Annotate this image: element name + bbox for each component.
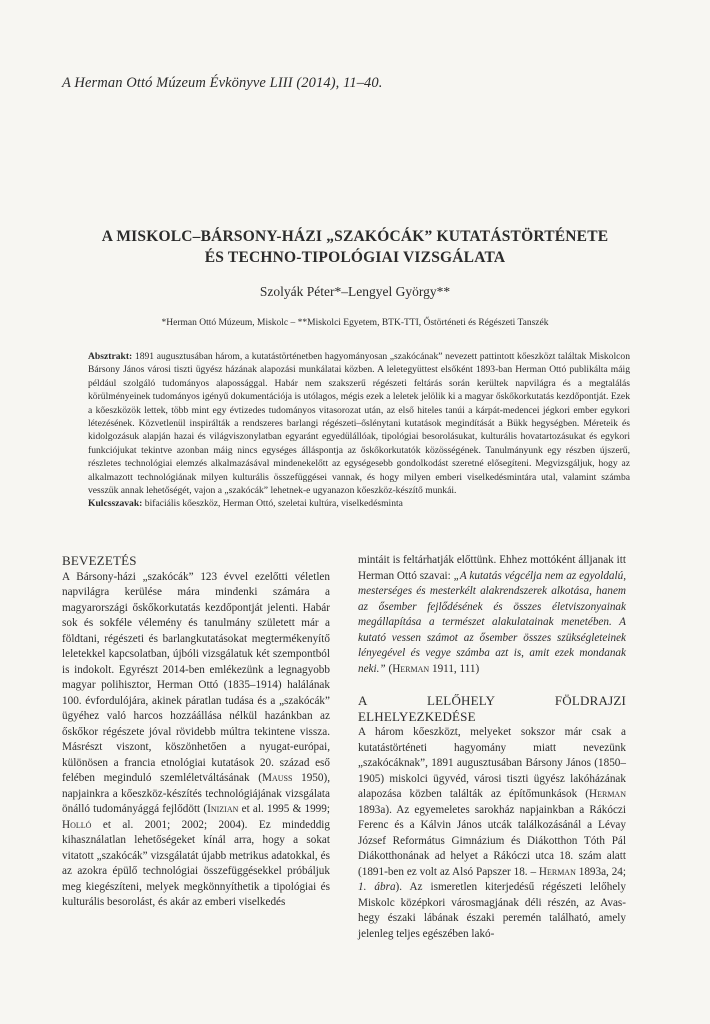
authors: Szolyák Péter*–Lengyel György** [259, 284, 451, 299]
abstract-text: 1891 augusztusában három, a kutatástörténetben hagyományosan „szakócának” nevezett pattintott kőeszközt találtak Miskolcon Bársony János városi tiszti ügyész házának alapozási munkálatai közben. A leletegyüttest elsőként 1893-ban Herman Ottó publikálta máig például szolgáló tudományos alapossággal. Habár nem szakszerű régészeti feltárás során kerültek napvilágra és a megtalálás körülményeinek tudományos igényű dokumentációja is utólagos, mégis ezek a leletek jelölik ki a magyar őskőkorkutatás kezdőpontját. Ezek a kőeszközök lettek, több mint egy évtizedes tudományos vitasorozat után, az első hiteles tanúi a kárpát-medencei jégkori ember egykori létezésének. Közvetlenül inspirálták a rendszeres barlangi régészeti–őslénytani kutatások megindítását a Bükk hegységben. Méreteik és kidolgozásuk alapján hazai és világviszonylatban egyaránt egyedülállóak, tipológiai besorolásukat, kulturális hovatartozásukat és egykori funkciójukat tekintve azonban máig nincs egységes álláspontja az őskőkorkutatók közösségének. Tanulmányunk egy részben újszerű, részletes technológiai elemzés alkalmazásával mindenekelőtt az egységesebb gondolkodást szeretné elősegíteni. Megvizsgáljuk, hogy az alkalmazott technológiának milyen kulturális összefüggései vannak, és hogy milyen emberi viselkedésmintára utal, valamint számba vesszük annak lehetőségét, vajon a „szakócák” lehetnek-e ugyanazon kőeszköz-készítő munkái. [88, 351, 630, 497]
citation: Mauss [262, 772, 293, 784]
location-paragraph: A három kőeszközt, melyeket sokszor már csak a kutatástörténeti hagyomány miatt nevezünk „szakócáknak”, 1891 augusztusában Bársony János (1850–1905) miskolci ügyvéd, városi tiszti ügyész lakóházának alapozása közben találták az építőmunkások (Herman 1893a). Az egyemeletes sarokház napjainkban a Rákóczi Ferenc és a Kálvin János utcák találkozásánál a Lévay József Református Gimnázium és Diákotthon Tóth Pál Diákotthonának ad helyet a Rákóczi utca 18. szám alatt (1891-ben ez volt az Alsó Papszer 18. – Herman 1893a, 24; 1. ábra). Az ismeretlen kiterjedésű régészeti lelőhely Miskolc középkori városmagjának déli részén, az Avas-hegy északi lábának északi peremén található, amely jelenleg teljes egészében lakó- [358, 726, 627, 940]
right-column [358, 553, 626, 942]
citation: Herman [392, 662, 430, 675]
citation: Herman [538, 865, 576, 878]
keywords-label: Kulcsszavak: [88, 498, 143, 510]
left-column [62, 553, 330, 911]
abstract-label: Absztrakt: [88, 351, 133, 362]
abstract [88, 350, 630, 511]
article-title [40, 226, 670, 268]
keywords-text: bifaciális kőeszköz, Herman Ottó, szeletai kultúra, viselkedésminta [144, 498, 403, 510]
title-line-2: ÉS TECHNO-TIPOLÓGIAI VIZSGÁLATA [204, 249, 506, 266]
motto-quote: „A kutatás végcélja nem az egyoldalú, mesterséges és mesterkélt alakrendszerek alkotása, hanem az ősember fejlődésének és összes életviszonyainak megállapítása a természet alakulatainak menetében. A kutató vessen számot az ősember összes szükségleteinek lényegével és vegye számba azt is, amit ezek mondanak neki.” [358, 569, 627, 675]
citation: Herman [589, 788, 626, 800]
motto-paragraph: mintáit is feltárhatják előttünk. Ehhez mottóként álljanak itt Herman Ottó szavai: „A kutatás végcélja nem az egyoldalú, mesterséges és mesterkélt alakrendszerek alkotása, hanem az ősember fejlődésének és összes életviszonyainak megállapítása a természet alakulatainak menetében. A kutató vessen számot az ősember összes szükségleteinek lényegével és vegye számba azt is, amit ezek mondanak neki.” (Herman 1911, 111) [358, 554, 627, 675]
citation: Holló [62, 818, 92, 831]
section-heading-introduction: BEVEZETÉS [62, 553, 137, 568]
figure-reference: 1. ábra [358, 881, 396, 893]
citation: Inizian [207, 803, 239, 815]
introduction-paragraph: A Bársony-házi „szakócák” 123 évvel ezelőtti véletlen napvilágra kerülése mára mindenki számára a magyarországi őskőkorkutatás kezdőpontját jelenti. Habár sok és sokféle vélemény és tanulmány született már a földtani, régészeti és barlangkutatásokat megtermékenyítő leletekkel kapcsolatban, újbóli vizsgálatuk két szempontból is indokolt. Egyrészt 2014-ben emlékezünk a legnagyobb magyar polihisztor, Herman Ottó (1835–1914) halálának 100. évfordulójára, akinek páratlan tudása és a „szakócák” ügyéhez való harcos hozzáállása nélkül hazánkban az őskőkor régészete jóval rövidebb múltra tekintene vissza. Másrészt viszont, köszönhetően a nyugat-európai, különösen a francia etnológiai kutatások 20. század eső felében meginduló szemléletváltásának (Mauss 1950), napjainkra a kőeszköz-készítés technológiájának vizsgálata önálló tudományággá fejlődött (Inizian et al. 1995 & 1999; Holló et al. 2001; 2002; 2004). Ez mindeddig kihasználatlan lehetőségeket kínál arra, hogy a sokat vitatott „szakócák” vizsgálatát újabb metrikus adatokkal, és az azokra épülő technológiai összefüggésekkel próbáljuk meg kiegészíteni, melyek megkönnyíthetik a tipológiai és kulturális besorolást, és akár az emberi viselkedés [62, 570, 331, 908]
title-line-1: A MISKOLC–BÁRSONY-HÁZI „SZAKÓCÁK” KUTATÁSTÖRTÉNETE [101, 228, 609, 245]
section-heading-location: A LELŐHELY FÖLDRAJZI ELHELYEZKEDÉSE [358, 693, 626, 724]
journal-citation: A Herman Ottó Múzeum Évkönyve LIII (2014), 11–40. [62, 75, 383, 91]
affiliations: *Herman Ottó Múzeum, Miskolc – **Miskolci Egyetem, BTK-TTI, Őstörténeti és Régészeti Tanszék [161, 318, 549, 328]
